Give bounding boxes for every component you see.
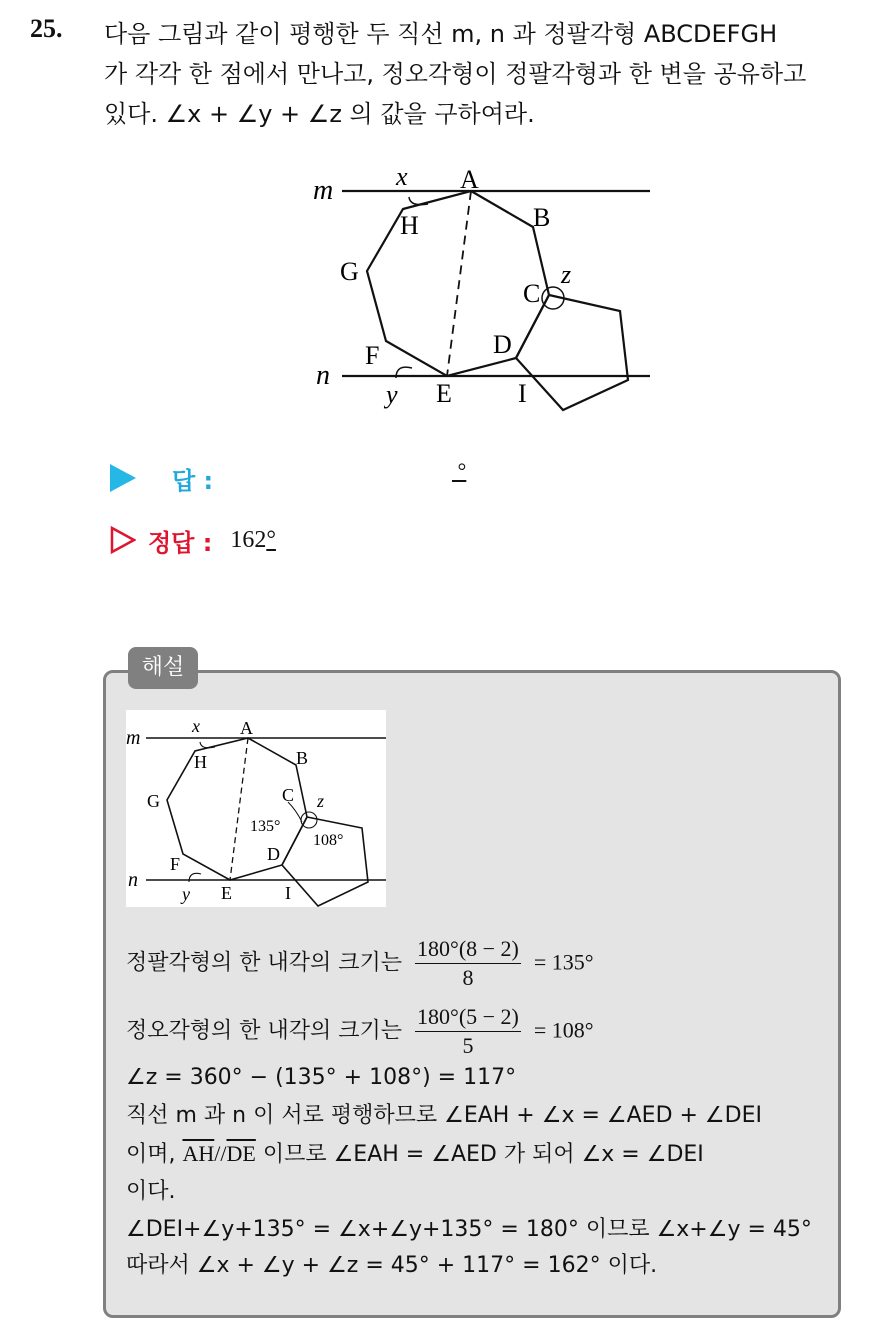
exp-label-z: z [317,791,325,811]
segment-AH: $\overline{AH}$ [182,1141,215,1166]
exp-label-135: 135° [250,818,281,835]
correct-answer-value [230,527,276,554]
parallel-line-1: 직선 m 과 n 이 서로 평행하므로 ∠EAH + ∠x = ∠AED + ∠DEI [126,1103,762,1128]
exp-label-A: A [240,718,253,738]
label-m: m [313,175,334,206]
label-G: G [340,257,359,286]
label-F: F [365,341,380,370]
label-C: C [523,279,541,308]
pentagon-angle-line [126,1003,594,1060]
label-B: B [533,203,551,232]
explanation-tab: 해설 [128,647,198,689]
parallel-line-3: 이다. [126,1179,176,1204]
exp-label-I: I [285,883,291,903]
exp-label-E: E [221,883,232,903]
exp-label-n: n [128,869,138,891]
exp-label-G: G [147,791,160,811]
octagon-fraction [415,935,521,992]
pentagon-fraction [415,1003,521,1060]
correct-answer-number: 162 [230,526,267,553]
octagon-fraction-numerator: 180°(8 − 2) [415,935,521,964]
question-number: 25. [30,14,63,43]
z-angle-line: ∠z = 360° − (135° + 108°) = 117° [126,1065,517,1090]
octagon-angle-line [126,935,594,992]
parallel-symbol: // [214,1141,227,1166]
pentagon-fraction-denominator: 5 [462,1033,474,1058]
label-D: D [493,330,512,359]
label-x: x [396,162,408,191]
explanation-figure [126,710,386,907]
correct-answer-label: 정답 : [148,528,213,557]
question-text [104,14,864,134]
geometry-figure [300,150,660,420]
octagon-angle-prefix: 정팔각형의 한 내각의 크기는 [126,950,403,976]
pentagon-angle-result: = 108° [533,1017,594,1043]
exp-label-y: y [182,884,190,904]
label-y: y [386,380,398,409]
parallel-line-2-end: 이므로 ∠EAH = ∠AED 가 되어 ∠x = ∠DEI [255,1142,704,1167]
parallel-line-2-start: 이며, [126,1142,183,1167]
diagonal-AE [447,191,471,376]
exp-label-B: B [296,748,309,768]
exp-label-D: D [267,844,280,864]
exp-label-m: m [126,727,141,749]
exp-label-108: 108° [313,832,344,849]
pentagon-angle-prefix: 정오각형의 한 내각의 크기는 [126,1018,403,1044]
question-line-3: 있다. ∠x + ∠y + ∠z 의 값을 구하여라. [104,100,535,128]
answer-label: 답 : [172,466,214,495]
label-n: n [316,360,330,391]
parallel-line-2 [126,1138,704,1171]
answer-row [110,458,213,498]
question-line-1: 다음 그림과 같이 평행한 두 직선 m, n 과 정팔각형 ABCDEFGH [104,20,778,48]
segment-DE: $\overline{DE}$ [226,1141,256,1166]
label-I: I [518,379,527,408]
octagon-angle-result: = 135° [533,949,594,975]
correct-marker-icon [110,526,136,554]
correct-answer-unit: ° [266,526,276,553]
answer-marker-icon [110,464,136,492]
pentagon [516,295,628,410]
exp-label-H: H [194,752,207,772]
final-line: 따라서 ∠x + ∠y + ∠z = 45° + 117° = 162° 이다. [126,1253,658,1278]
exp-label-F: F [170,854,181,874]
pentagon-fraction-numerator: 180°(5 − 2) [415,1003,521,1032]
label-E: E [436,379,452,408]
question-line-2: 가 각각 한 점에서 만나고, 정오각형이 정팔각형과 한 변을 공유하고 [104,60,807,88]
octagon-fraction-denominator: 8 [462,965,474,990]
answer-blank[interactable] [452,458,466,484]
exp-label-C: C [282,785,295,805]
label-A: A [460,165,479,194]
correct-answer-row [110,520,276,560]
label-z: z [561,260,572,289]
sum-line: ∠DEI+∠y+135° = ∠x+∠y+135° = 180° 이므로 ∠x+∠y = 45° [126,1217,812,1242]
answer-unit: ° [457,458,467,483]
exp-label-x: x [192,716,200,736]
label-H: H [400,211,419,240]
